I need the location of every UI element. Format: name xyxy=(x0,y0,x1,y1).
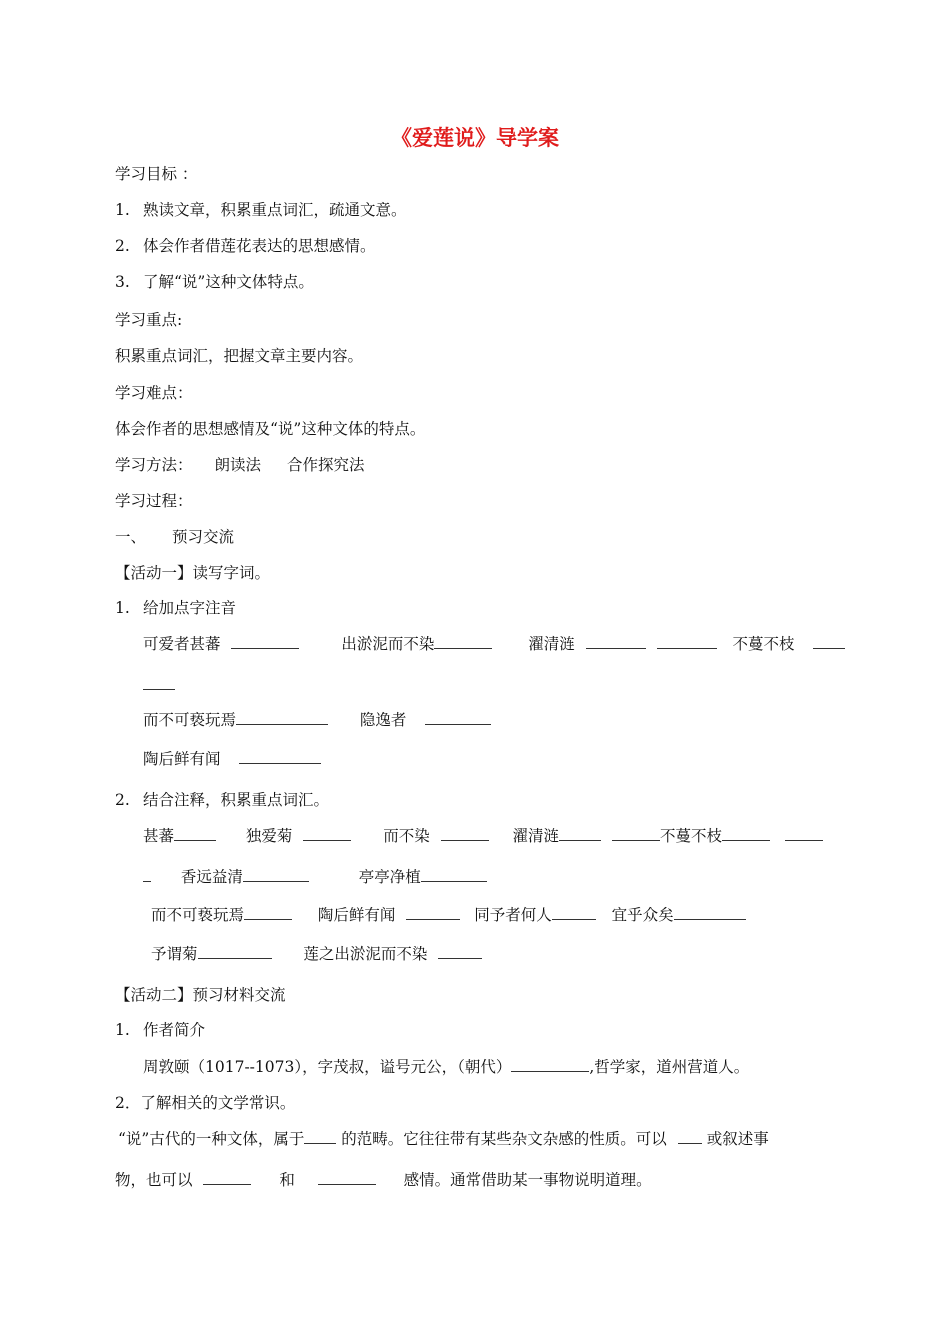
word-shenfan: 可爱者甚蕃 xyxy=(143,635,221,653)
answer-blank[interactable] xyxy=(143,867,151,882)
answer-blank[interactable] xyxy=(674,905,746,920)
literature-text-2c: 感情。通常借助某一事物说明道理。 xyxy=(403,1171,652,1189)
author-text-b: ,哲学家，道州营道人。 xyxy=(589,1058,750,1076)
answer-blank[interactable] xyxy=(143,675,175,690)
vocab-row-3 xyxy=(151,904,746,926)
difficulty-text: 体会作者的思想感情及“说”这种文体的特点。 xyxy=(115,420,426,438)
pinyin-row-1-cont xyxy=(143,674,175,696)
answer-blank[interactable] xyxy=(612,826,660,841)
answer-blank[interactable] xyxy=(813,634,845,649)
answer-blank[interactable] xyxy=(239,749,321,764)
goal-item-1: 1. 熟读文章，积累重点词汇，疏通文意。 xyxy=(115,201,407,219)
literature-text-1c: 或叙述事 xyxy=(706,1130,769,1148)
focus-text: 积累重点词汇，把握文章主要内容。 xyxy=(115,347,364,365)
author-label: 作者简介 xyxy=(143,1021,206,1039)
answer-blank[interactable] xyxy=(586,634,646,649)
method-line xyxy=(115,454,365,476)
pinyin-row-3 xyxy=(143,748,321,770)
focus-heading: 学习重点: xyxy=(115,311,183,329)
word-xiewan: 而不可亵玩焉 xyxy=(143,711,237,729)
literature-line-2 xyxy=(115,1169,652,1191)
answer-blank[interactable] xyxy=(198,944,272,959)
goal-item-3-text: 了解“说”这种文体特点。 xyxy=(143,273,314,291)
section-one xyxy=(115,526,234,548)
answer-blank[interactable] xyxy=(406,905,460,920)
vocab-duaiju: 独爱菊 xyxy=(245,827,293,845)
literature-line-1 xyxy=(118,1128,769,1150)
answer-blank[interactable] xyxy=(421,867,487,882)
method-label: 学习方法： xyxy=(115,456,193,474)
word-bumanbuzhi: 不蔓不枝 xyxy=(732,635,795,653)
literature-text-1b: 的范畴。它往往带有某些杂文杂感的性质。可以 xyxy=(341,1130,667,1148)
question-1-num: 1. xyxy=(115,599,130,617)
answer-blank[interactable] xyxy=(552,905,596,920)
method-reading: 朗读法 xyxy=(214,456,262,474)
goal-item-2-text: 体会作者借莲花表达的思想感情。 xyxy=(143,237,376,255)
vocab-erburan: 而不染 xyxy=(383,827,430,845)
vocab-row-1 xyxy=(143,825,823,847)
section-one-num: 一、 xyxy=(115,528,147,546)
page-title: 《爱莲说》导学案 xyxy=(391,125,559,150)
question-1 xyxy=(115,597,236,619)
literature-text-1a: “说”古代的一种文体，属于 xyxy=(118,1130,305,1148)
question-2 xyxy=(115,789,329,811)
answer-blank[interactable] xyxy=(303,826,351,841)
literature-text-2a: 物，也可以 xyxy=(115,1171,193,1189)
word-chuyuni: 出淤泥而不染 xyxy=(341,635,435,653)
difficulty-heading: 学习难点： xyxy=(115,384,193,402)
goal-item-1-text: 熟读文章，积累重点词汇，疏通文意。 xyxy=(143,201,407,219)
literature-text-2b: 和 xyxy=(279,1171,295,1189)
answer-blank[interactable] xyxy=(657,634,717,649)
vocab-shenfan: 甚蕃 xyxy=(143,827,175,845)
activity-one-title: 【活动一】读写字词。 xyxy=(115,564,271,582)
answer-blank[interactable] xyxy=(243,867,309,882)
question-1-label: 给加点字注音 xyxy=(143,599,237,617)
vocab-yihuzhongyi: 宜乎众矣 xyxy=(611,906,674,924)
answer-blank[interactable] xyxy=(434,634,492,649)
answer-blank[interactable] xyxy=(231,634,299,649)
goals-heading: 学习目标 ： xyxy=(115,165,198,183)
answer-blank[interactable] xyxy=(722,826,770,841)
vocab-xiewan: 而不可亵玩焉 xyxy=(151,906,245,924)
answer-blank[interactable] xyxy=(785,826,823,841)
answer-blank[interactable] xyxy=(318,1170,376,1185)
pinyin-row-1 xyxy=(143,633,845,655)
word-yinyizhe: 隐逸者 xyxy=(359,711,407,729)
word-zhuoqinglian: 濯清涟 xyxy=(528,635,575,653)
answer-blank[interactable] xyxy=(678,1129,702,1144)
answer-blank[interactable] xyxy=(304,1129,336,1144)
literature-heading: 2．了解相关的文学常识。 xyxy=(115,1094,296,1112)
vocab-xiangyuanyiqing: 香远益清 xyxy=(180,868,243,886)
author-num: 1. xyxy=(115,1021,130,1039)
answer-blank[interactable] xyxy=(244,905,292,920)
author-intro xyxy=(143,1056,749,1078)
answer-blank[interactable] xyxy=(236,710,328,725)
author-heading xyxy=(115,1019,205,1041)
pinyin-row-2 xyxy=(143,709,491,731)
vocab-row-4 xyxy=(151,943,482,965)
goal-item-3: 3. 了解“说”这种文体特点。 xyxy=(115,273,314,291)
dynasty-blank[interactable] xyxy=(511,1057,589,1072)
answer-blank[interactable] xyxy=(425,710,491,725)
vocab-yuweiju: 予谓菊 xyxy=(151,945,198,963)
question-2-label: 结合注释，积累重点词汇。 xyxy=(143,791,330,809)
vocab-xianyouwen: 陶后鲜有闻 xyxy=(317,906,396,924)
section-one-title: 预习交流 xyxy=(172,528,235,546)
author-text-a: 周敦颐（1017--1073），字茂叔，谥号元公，（朝代） xyxy=(143,1058,512,1076)
vocab-lianzhichu: 莲之出淤泥而不染 xyxy=(303,945,428,963)
vocab-tingtingjingzhi: 亭亭净植 xyxy=(358,868,421,886)
vocab-zhuoqinglian: 濯清涟 xyxy=(512,827,560,845)
answer-blank[interactable] xyxy=(438,944,482,959)
vocab-row-2 xyxy=(143,866,487,888)
activity-two-title: 【活动二】预习材料交流 xyxy=(115,986,286,1004)
answer-blank[interactable] xyxy=(174,826,216,841)
question-2-num: 2. xyxy=(115,791,130,809)
goal-item-2: 2. 体会作者借莲花表达的思想感情。 xyxy=(115,237,376,255)
answer-blank[interactable] xyxy=(203,1170,251,1185)
vocab-tongyuzhe: 同予者何人 xyxy=(474,906,552,924)
answer-blank[interactable] xyxy=(559,826,601,841)
method-cooperative: 合作探究法 xyxy=(287,456,365,474)
process-heading: 学习过程： xyxy=(115,492,193,510)
answer-blank[interactable] xyxy=(441,826,489,841)
vocab-bumanbuzhi: 不蔓不枝 xyxy=(660,827,723,845)
word-xianyouwen: 陶后鲜有闻 xyxy=(143,750,221,768)
